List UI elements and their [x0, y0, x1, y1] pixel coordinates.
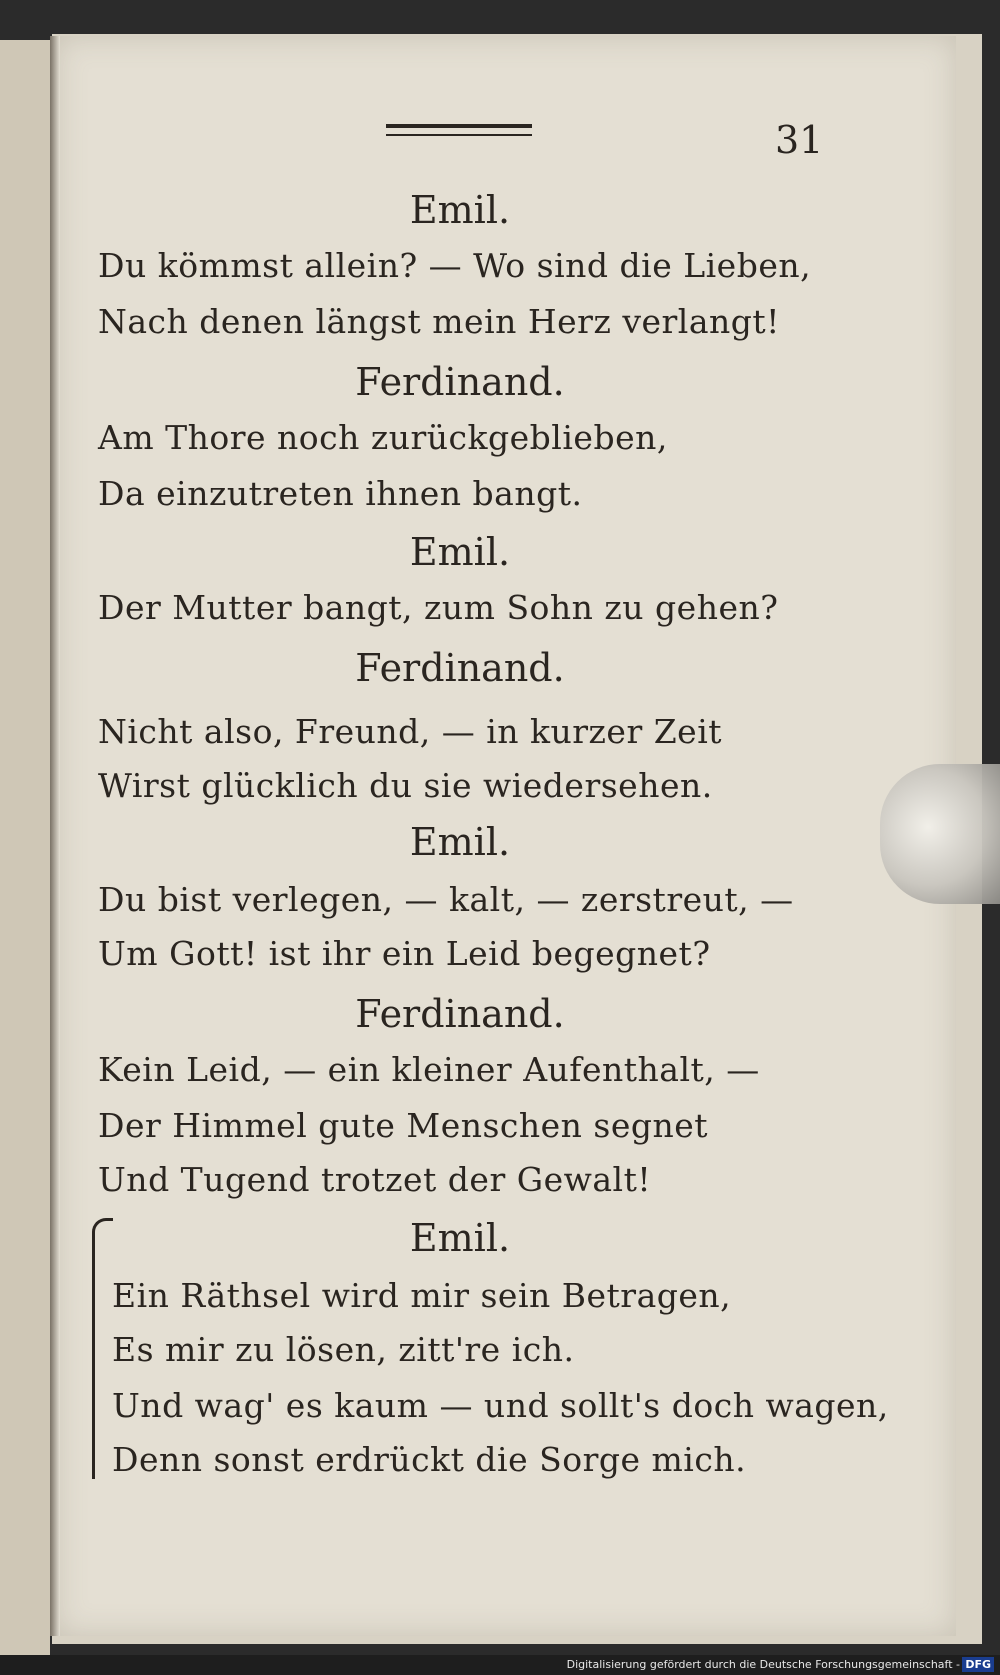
verse-line: Und Tugend trotzet der Gewalt! [98, 1160, 652, 1199]
verse-line: Es mir zu lösen, zitt're ich. [112, 1330, 575, 1369]
verse-line: Du kömmst allein? — Wo sind die Lieben, [98, 246, 812, 285]
page-clip [880, 764, 1000, 904]
dfg-logo: DFG [962, 1657, 994, 1672]
speaker-heading: Ferdinand. [355, 992, 565, 1036]
verse-line: Um Gott! ist ihr ein Leid begegnet? [98, 934, 711, 973]
speaker-heading: Emil. [409, 188, 511, 232]
verse-line: Da einzutreten ihnen bangt. [98, 474, 583, 513]
verse-line: Am Thore noch zurückgeblieben, [98, 418, 668, 457]
speaker-heading: Emil. [409, 530, 511, 574]
header-rule [386, 124, 532, 128]
verse-line: Denn sonst erdrückt die Sorge mich. [112, 1440, 747, 1479]
speaker-heading: Ferdinand. [355, 646, 565, 690]
verse-line: Kein Leid, — ein kleiner Aufenthalt, — [98, 1050, 760, 1089]
speaker-heading: Emil. [409, 1216, 511, 1260]
speaker-heading: Ferdinand. [355, 360, 565, 404]
verse-line: Du bist verlegen, — kalt, — zerstreut, — [98, 880, 794, 919]
verse-line: Nach denen längst mein Herz verlangt! [98, 302, 780, 341]
speaker-heading: Emil. [409, 820, 511, 864]
verse-line: Wirst glücklich du sie wiedersehen. [98, 766, 713, 805]
header-rule-thin [386, 134, 532, 136]
verse-line: Der Himmel gute Menschen segnet [98, 1106, 709, 1145]
page-number: 31 [775, 118, 824, 162]
verse-line: Nicht also, Freund, — in kurzer Zeit [98, 712, 723, 751]
verse-line: Ein Räthsel wird mir sein Betragen, [112, 1276, 732, 1315]
footer-credit: Digitalisierung gefördert durch die Deutsche Forschungsgemeinschaft - [566, 1658, 960, 1671]
verse-line: Und wag' es kaum — und sollt's doch wagen, [112, 1386, 889, 1425]
verse-line: Der Mutter bangt, zum Sohn zu gehen? [98, 588, 779, 627]
